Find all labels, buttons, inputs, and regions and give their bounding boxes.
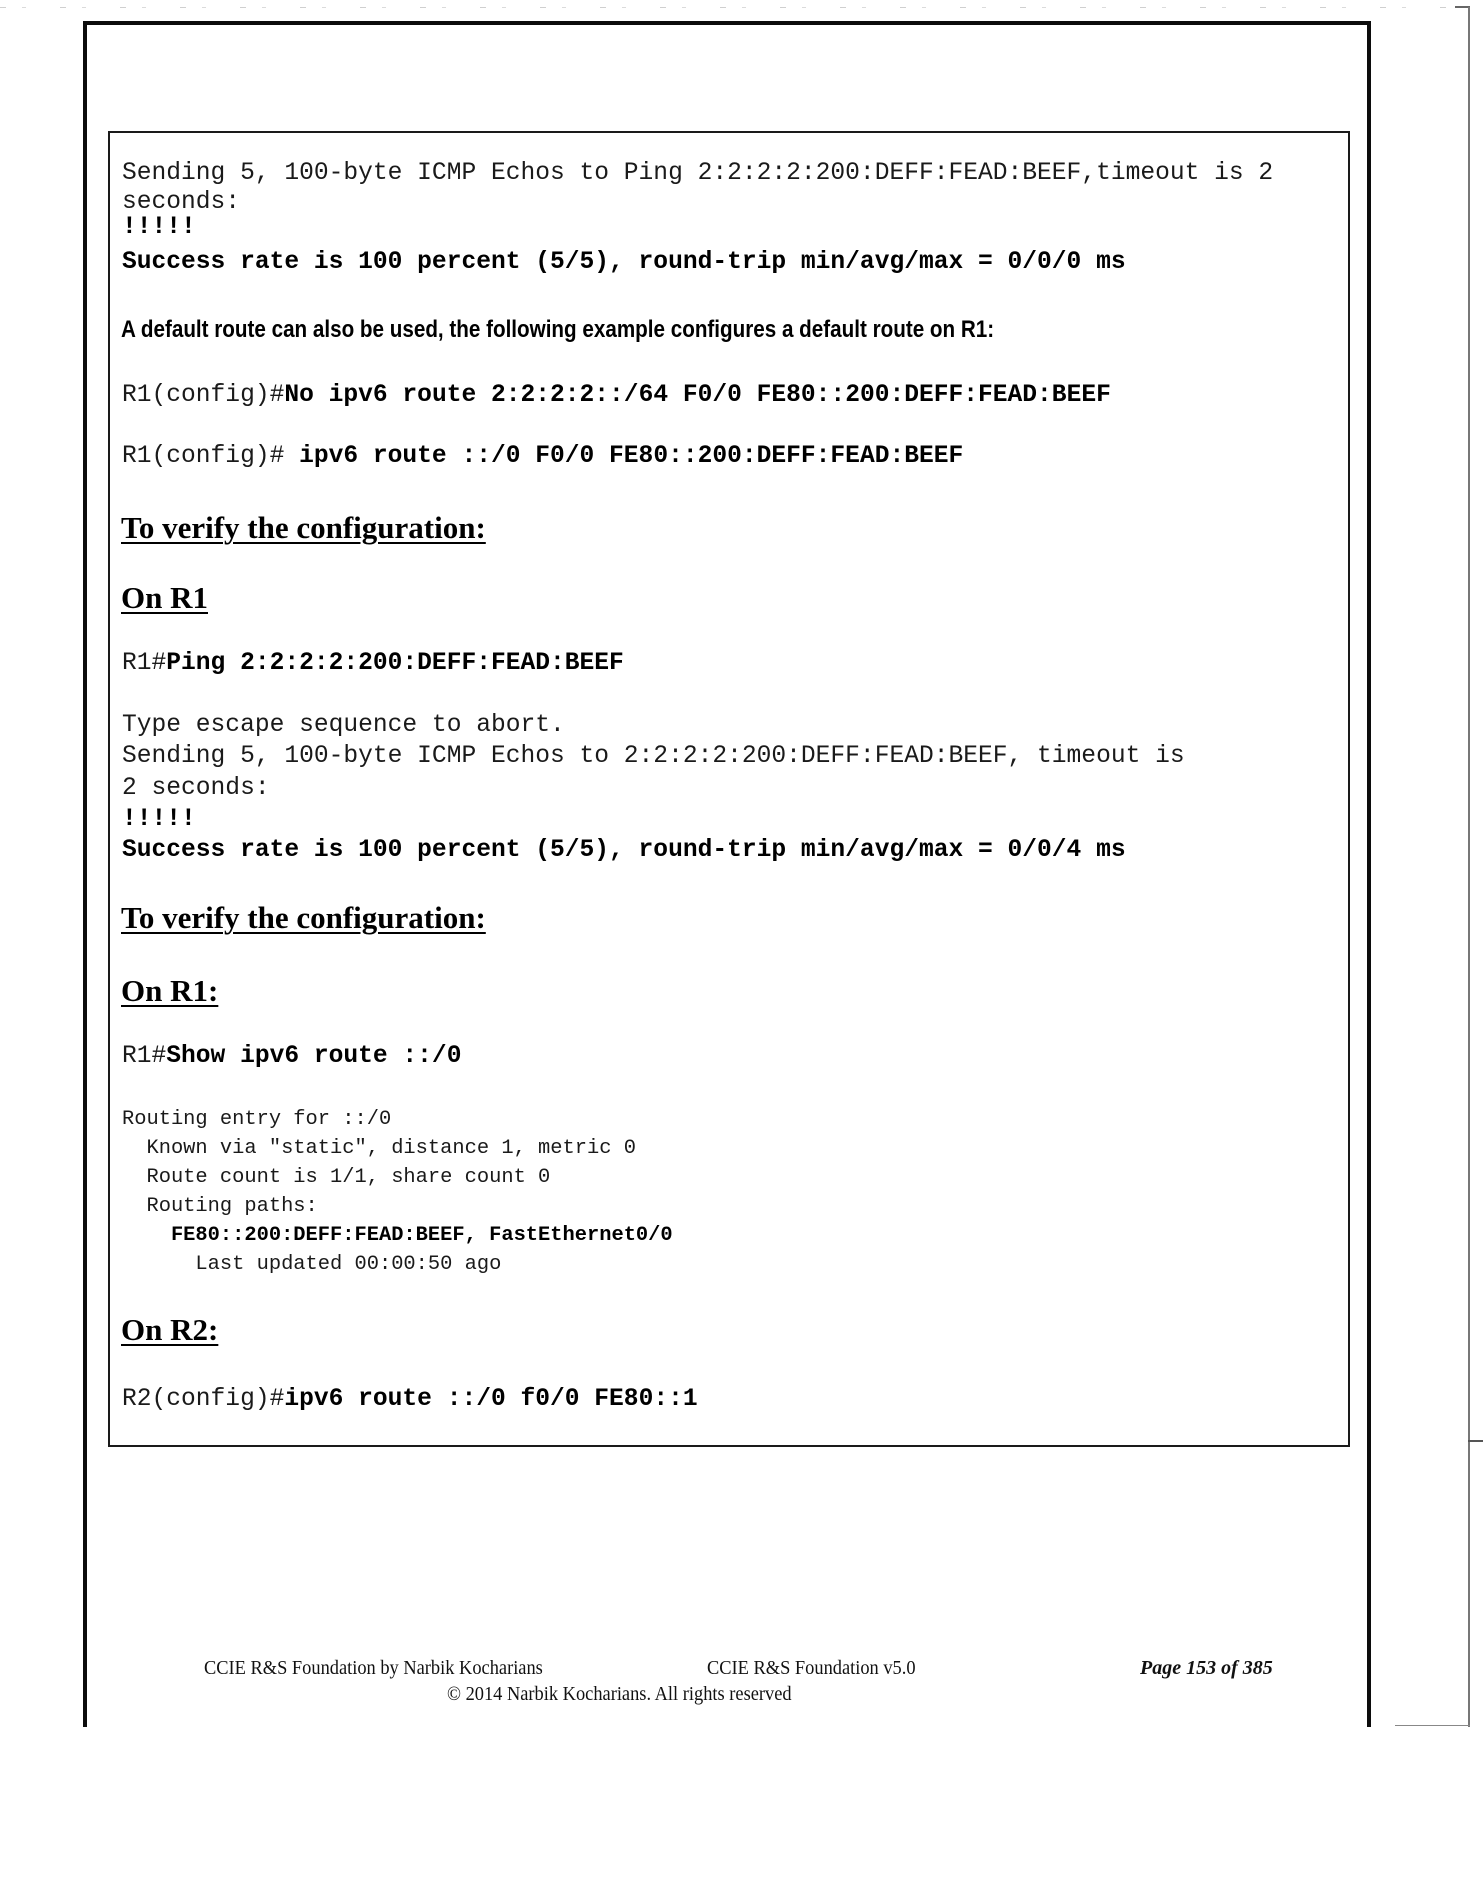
route-output-line: Routing paths: (122, 1195, 318, 1218)
footer-copyright: © 2014 Narbik Kocharians. All rights reserved (447, 1683, 792, 1705)
scan-artifact-line (0, 7, 1460, 8)
heading-verify-config: To verify the configuration: (121, 900, 486, 935)
command-line-default-route (122, 442, 963, 472)
prompt: R1# (122, 1043, 167, 1070)
command: ipv6 route ::/0 f0/0 FE80::1 (284, 1386, 698, 1413)
command: No ipv6 route 2:2:2:2::/64 F0/0 FE80::200:DEFF:FEAD:BEEF (284, 382, 1111, 409)
page-edge-line (1468, 7, 1470, 1727)
page-edge-tick (1468, 1440, 1483, 1442)
heading-on-r1: On R1 (121, 580, 208, 615)
footer-page-number: Page 153 of 385 (1140, 1657, 1273, 1679)
ping-output-line: Type escape sequence to abort. (122, 712, 565, 739)
heading-on-r1: On R1: (121, 973, 219, 1008)
route-output-line: Routing entry for ::/0 (122, 1108, 392, 1131)
ping-output-line: Sending 5, 100-byte ICMP Echos to Ping 2:2:2:2:200:DEFF:FEAD:BEEF,timeout is 2 (122, 160, 1274, 187)
command: ipv6 route ::/0 F0/0 FE80::200:DEFF:FEAD:BEEF (299, 443, 964, 470)
heading-verify-config: To verify the configuration: (121, 510, 486, 545)
ping-success-rate: Success rate is 100 percent (5/5), round-trip min/avg/max = 0/0/0 ms (122, 249, 1126, 276)
footer-book-version: CCIE R&S Foundation v5.0 (707, 1657, 916, 1679)
route-next-hop: FE80::200:DEFF:FEAD:BEEF, FastEthernet0/0 (122, 1224, 673, 1247)
route-output-line: Last updated 00:00:50 ago (122, 1253, 502, 1276)
ping-success-rate: Success rate is 100 percent (5/5), round-trip min/avg/max = 0/0/4 ms (122, 837, 1126, 864)
command-line-r2-route (122, 1385, 698, 1415)
command-line-no-route (122, 381, 1111, 411)
command-line-ping (122, 649, 624, 679)
route-output-line: Route count is 1/1, share count 0 (122, 1166, 551, 1189)
footer-book-author: CCIE R&S Foundation by Narbik Kocharians (204, 1657, 543, 1679)
heading-on-r2: On R2: (121, 1312, 219, 1347)
command-line-show-route (122, 1042, 461, 1072)
ping-success-marks: !!!!! (122, 806, 196, 833)
intro-paragraph: A default route can also be used, the following example configures a default route on R1: (121, 316, 995, 343)
route-output-line: Known via "static", distance 1, metric 0 (122, 1137, 636, 1160)
prompt: R1(config)# (122, 443, 300, 470)
prompt: R1# (122, 650, 167, 677)
command: Show ipv6 route ::/0 (166, 1043, 462, 1070)
prompt: R1(config)# (122, 382, 285, 409)
command: Ping 2:2:2:2:200:DEFF:FEAD:BEEF (166, 650, 624, 677)
ping-success-marks: !!!!! (122, 214, 196, 241)
page-edge-bottom (1395, 1725, 1470, 1726)
ping-output-line: seconds: (122, 189, 241, 216)
ping-output-line: Sending 5, 100-byte ICMP Echos to 2:2:2:2:200:DEFF:FEAD:BEEF, timeout is (122, 743, 1185, 770)
prompt: R2(config)# (122, 1386, 285, 1413)
ping-output-line: 2 seconds: (122, 775, 270, 802)
